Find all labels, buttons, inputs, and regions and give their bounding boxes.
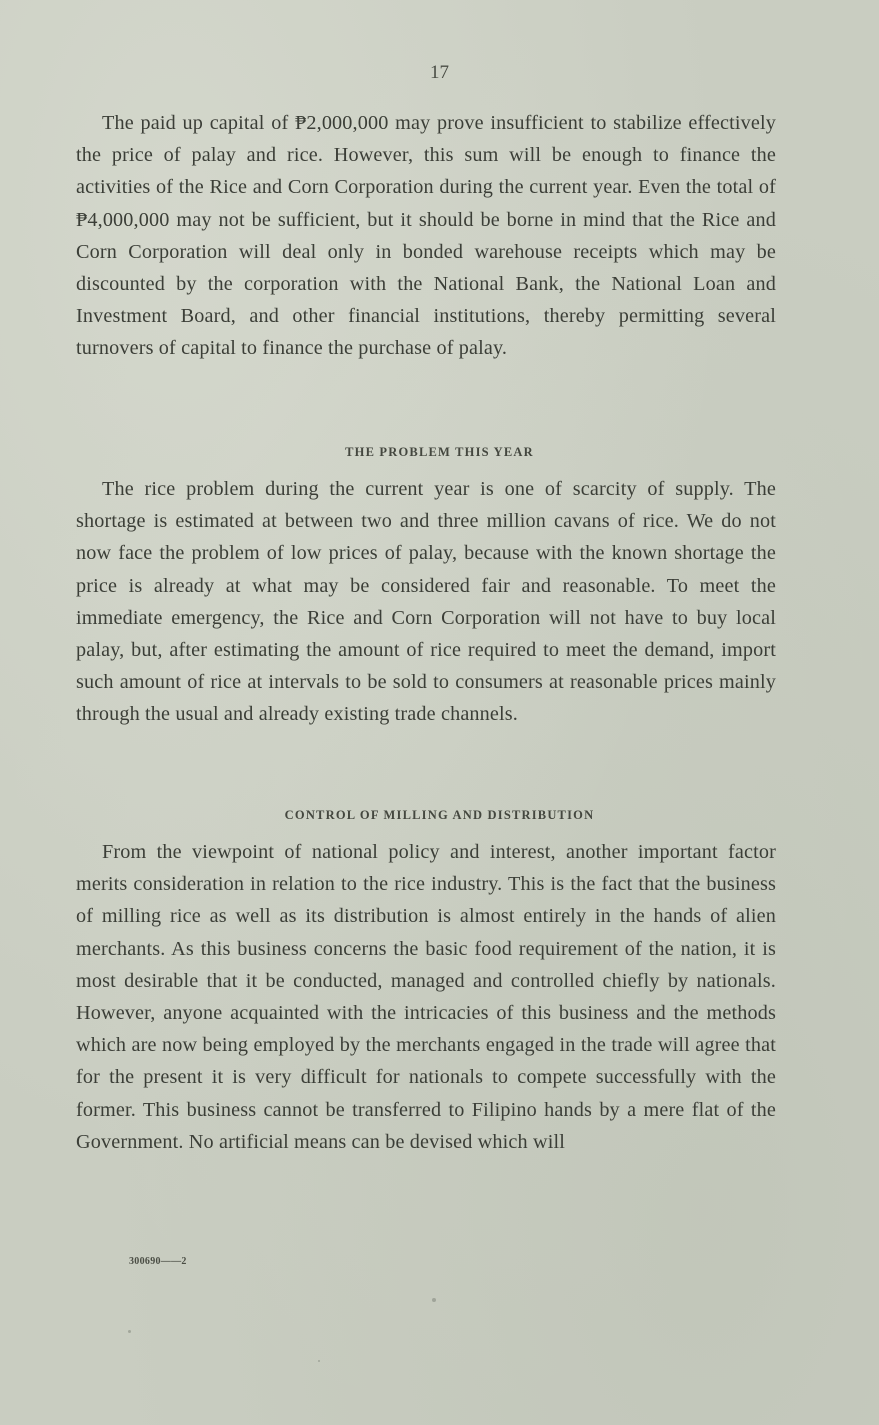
paper-speck — [318, 1360, 320, 1362]
paper-speck — [432, 1298, 436, 1302]
paragraph-problem — [76, 473, 776, 731]
paragraph-1-text: The paid up capital of ₱2,000,000 may prove insufficient to stabilize effectively the price of palay and rice. However, this sum will be enough to finance the activities of the Rice and Corn Corporation during the current year. Even the total of ₱4,000,000 may not be sufficient, but it should be borne in mind that the Rice and Corn Corporation will deal only in bonded warehouse receipts which may be discounted by the corporation with the National Bank, the National Loan and Investment Board, and other financial institutions, thereby permitting several turnovers of capital to finance the purchase of palay. — [76, 112, 776, 360]
paragraph-control — [76, 836, 776, 1158]
paragraph-3-text: From the viewpoint of national policy and interest, another important factor merits consideration in relation to the rice industry. This is the fact that the business of milling rice as well as its distribution is almost entirely in the hands of alien merchants. As this business concerns the basic food requirement of the nation, it is most desirable that it be conducted, managed and controlled chiefly by nationals. However, anyone acquainted with the intricacies of this business and the methods which are now being employed by the merchants engaged in the trade will agree that for the present it is very difficult for nationals to compete successfully with the former. This business cannot be transferred to Filipino hands by a mere flat of the Government. No artificial means can be devised which will — [76, 841, 776, 1153]
paragraph-capital — [76, 107, 776, 365]
paper-speck — [128, 1330, 131, 1333]
page-number: 17 — [430, 62, 449, 83]
printer-signature-mark: 300690——2 — [129, 1256, 187, 1267]
section-heading-problem: THE PROBLEM THIS YEAR — [345, 445, 534, 459]
section-heading-control: CONTROL OF MILLING AND DISTRIBUTION — [284, 808, 595, 822]
paragraph-2-text: The rice problem during the current year is one of scarcity of supply. The shortage is estimated at between two and three million cavans of rice. We do not now face the problem of low prices of palay, because with the known shortage the price is already at what may be considered fair and reasonable. To meet the immediate emergency, the Rice and Corn Corporation will not have to buy local palay, but, after estimating the amount of rice required to meet the demand, import such amount of rice at intervals to be sold to consumers at reasonable prices mainly through the usual and already existing trade channels. — [76, 478, 776, 726]
